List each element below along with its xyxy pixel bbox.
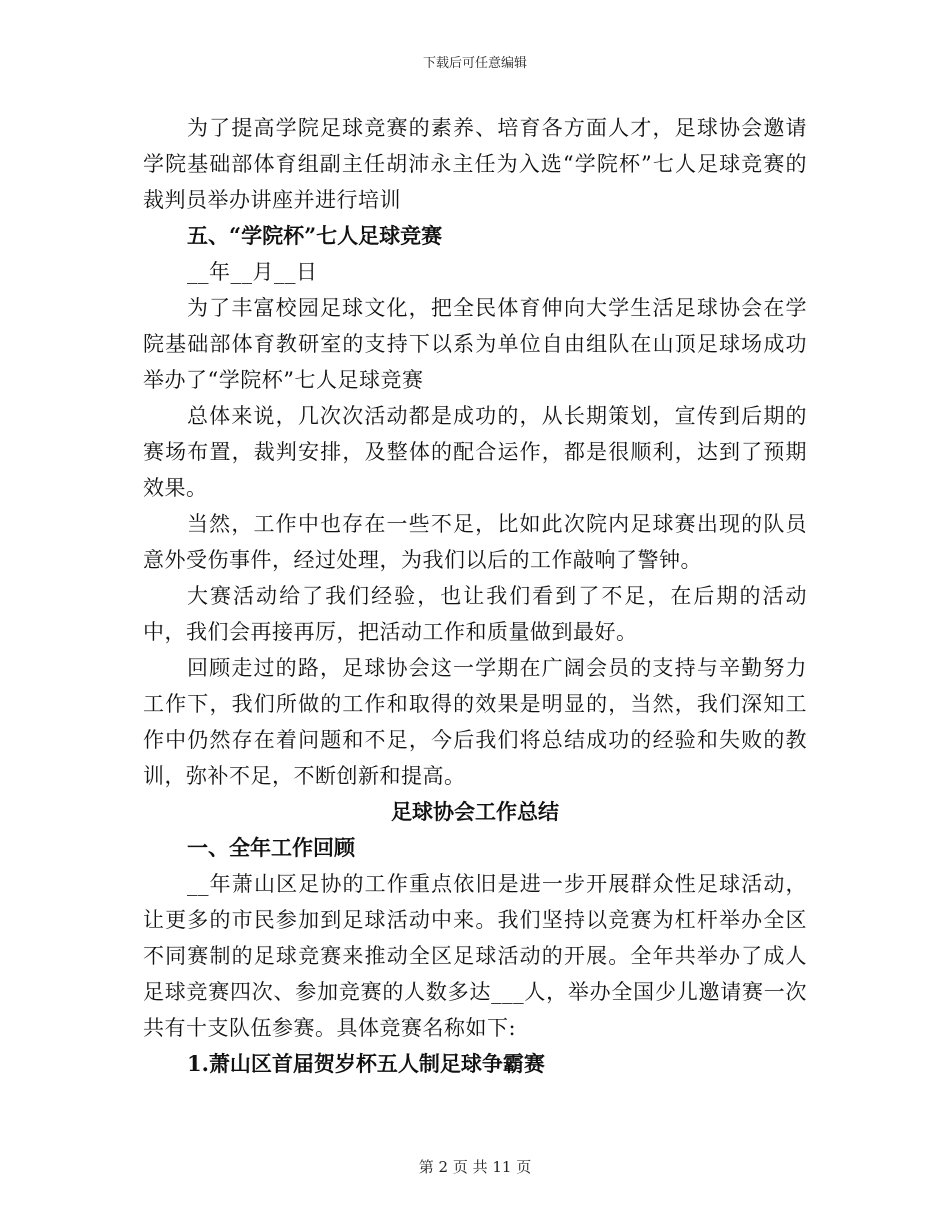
paragraph-shortcomings: 当然，工作中也存在一些不足，比如此次院内足球赛出现的队员意外受伤事件，经过处理，为我们以后的工作敲响了警钟。 xyxy=(143,512,807,572)
paragraph-college-cup: 为了丰富校园足球文化，把全民体育伸向大学生活足球协会在学院基础部体育教研室的支持下以系为单位自由组队在山顶足球场成功举办了“学院杯”七人足球竞赛 xyxy=(143,296,807,392)
paragraph-review: 回顾走过的路，足球协会这一学期在广阔会员的支持与辛勤努力工作下，我们所做的工作和取得的效果是明显的，当然，我们深知工作中仍然存在着问题和不足，今后我们将总结成功的经验和失败的教训，弥补不足，不断创新和提高。 xyxy=(143,656,807,788)
date-line: __年__月__日 xyxy=(187,260,318,284)
paragraph-experience: 大赛活动给了我们经验，也让我们看到了不足，在后期的活动中，我们会再接再厉，把活动工作和质量做到最好。 xyxy=(143,584,807,644)
page-footer: 第 2 页 共 11 页 xyxy=(418,1158,532,1176)
page-header: 下载后可任意编辑 xyxy=(422,56,527,71)
document-body xyxy=(143,110,807,1082)
subheading-new-year-cup: 1.萧山区首届贺岁杯五人制足球争霸赛 xyxy=(187,1051,545,1076)
paragraph-annual-work: __年萧山区足协的工作重点依旧是进一步开展群众性足球活动，让更多的市民参加到足球活动中来。我们坚持以竞赛为杠杆举办全区不同赛制的足球竞赛来推动全区足球活动的开展。全年共举办了成人足球竞赛四次、参加竞赛的人数多达___人，举办全国少儿邀请赛一次共有十支队伍参赛。具体竞赛名称如下: xyxy=(143,872,807,1040)
paragraph-training: 为了提高学院足球竞赛的素养、培育各方面人才，足球协会邀请学院基础部体育组副主任胡沛永主任为入选“学院杯”七人足球竞赛的裁判员举办讲座并进行培训 xyxy=(143,116,807,212)
section-heading-college-cup: 五、“学院杯”七人足球竞赛 xyxy=(187,223,443,248)
paragraph-overall: 总体来说，几次次活动都是成功的，从长期策划，宣传到后期的赛场布置，裁判安排，及整体的配合运作，都是很顺利，达到了预期效果。 xyxy=(143,404,807,500)
section-heading-annual-review: 一、全年工作回顾 xyxy=(187,835,355,860)
document-title: 足球协会工作总结 xyxy=(391,799,559,824)
